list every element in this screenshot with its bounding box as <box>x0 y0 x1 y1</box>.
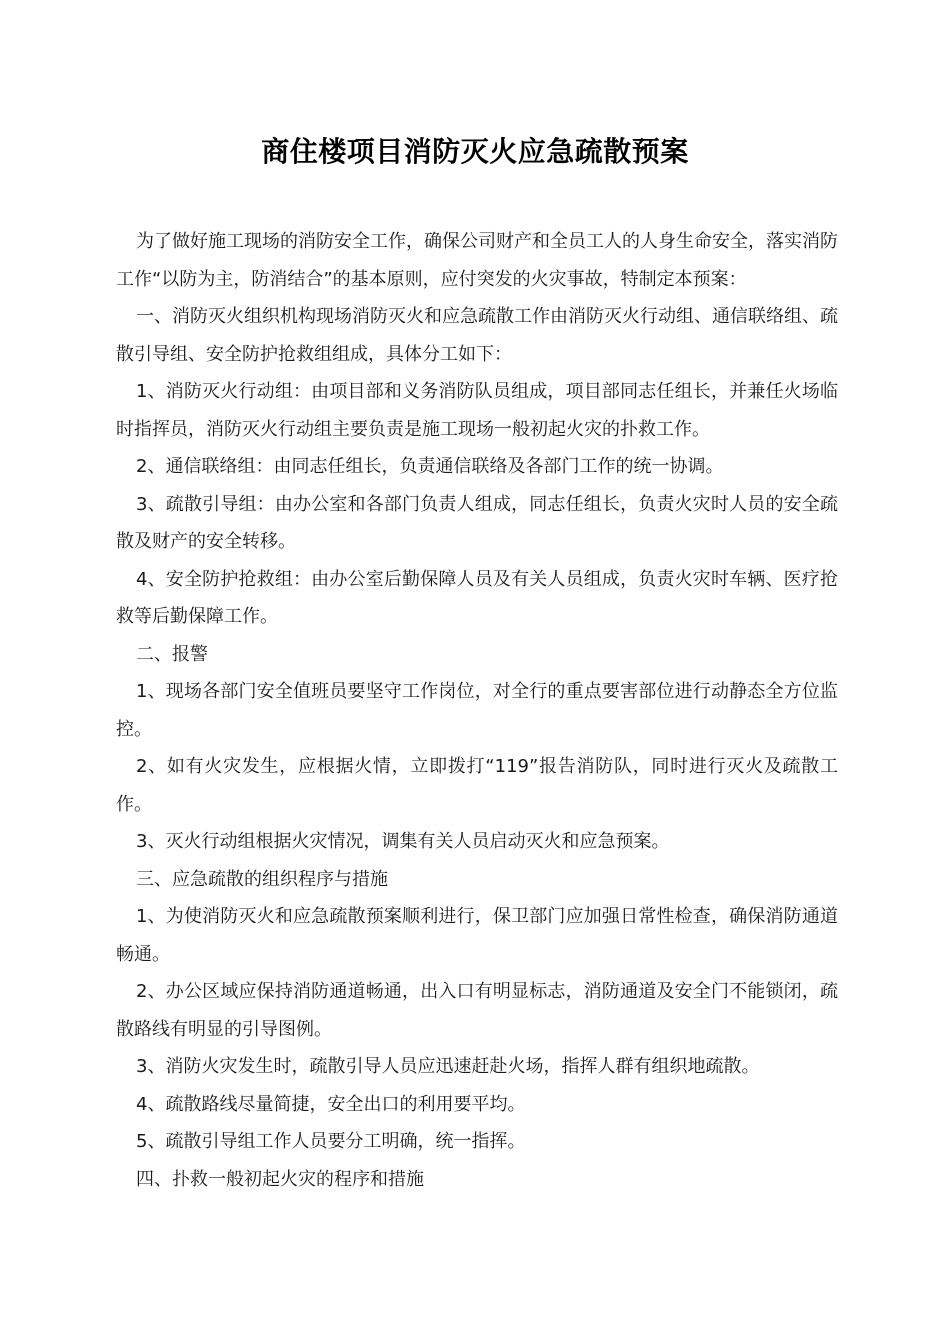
paragraph-2-2: 2、如有火灾发生，应根据火情，立即拨打“119”报告消防队，同时进行灭火及疏散工作。 <box>116 756 838 815</box>
section-4-heading: 四、扑救一般初起火灾的程序和措施 <box>136 1168 424 1190</box>
section-2-heading: 二、报警 <box>136 643 208 665</box>
section-1-heading-paragraph: 一、消防灭火组织机构现场消防灭火和应急疏散工作由消防灭火行动组、通信联络组、疏散引导组、安全防护抢救组组成，具体分工如下： <box>116 306 838 365</box>
paragraph-3-2: 2、办公区域应保持消防通道畅通，出入口有明显标志，消防通道及安全门不能锁闭，疏散路线有明显的引导图例。 <box>116 981 838 1040</box>
paragraph-3-4: 4、疏散路线尽量简捷，安全出口的利用要平均。 <box>136 1093 526 1115</box>
document-title: 商住楼项目消防灭火应急疏散预案 <box>261 135 689 168</box>
intro-paragraph: 为了做好施工现场的消防安全工作，确保公司财产和全员工人的人身生命安全，落实消防工作“以防为主，防消结合”的基本原则，应付突发的火灾事故，特制定本预案： <box>116 231 838 290</box>
paragraph-3-3: 3、消防火灾发生时，疏散引导人员应迅速赶赴火场，指挥人群有组织地疏散。 <box>136 1056 760 1077</box>
section-3-heading: 三、应急疏散的组织程序与措施 <box>136 868 388 890</box>
paragraph-2-3: 3、灭火行动组根据火灾情况，调集有关人员启动灭火和应急预案。 <box>136 831 670 852</box>
paragraph-1-2: 2、通信联络组：由同志任组长，负责通信联络及各部门工作的统一协调。 <box>136 456 724 477</box>
paragraph-3-5: 5、疏散引导组工作人员要分工明确，统一指挥。 <box>136 1131 526 1152</box>
document-body <box>116 223 838 1198</box>
paragraph-3-1: 1、为使消防灭火和应急疏散预案顺利进行，保卫部门应加强日常性检查，确保消防通道畅通。 <box>116 906 838 965</box>
paragraph-1-4: 4、安全防护抢救组：由办公室后勤保障人员及有关人员组成，负责火灾时车辆、医疗抢救等后勤保障工作。 <box>116 568 838 627</box>
paragraph-2-1: 1、现场各部门安全值班员要坚守工作岗位，对全行的重点要害部位进行动静态全方位监控。 <box>116 681 838 740</box>
paragraph-1-1: 1、消防灭火行动组：由项目部和义务消防队员组成，项目部同志任组长，并兼任火场临时指挥员，消防灭火行动组主要负责是施工现场一般初起火灾的扑救工作。 <box>116 381 838 440</box>
paragraph-1-3: 3、疏散引导组：由办公室和各部门负责人组成，同志任组长，负责火灾时人员的安全疏散及财产的安全转移。 <box>116 493 838 552</box>
